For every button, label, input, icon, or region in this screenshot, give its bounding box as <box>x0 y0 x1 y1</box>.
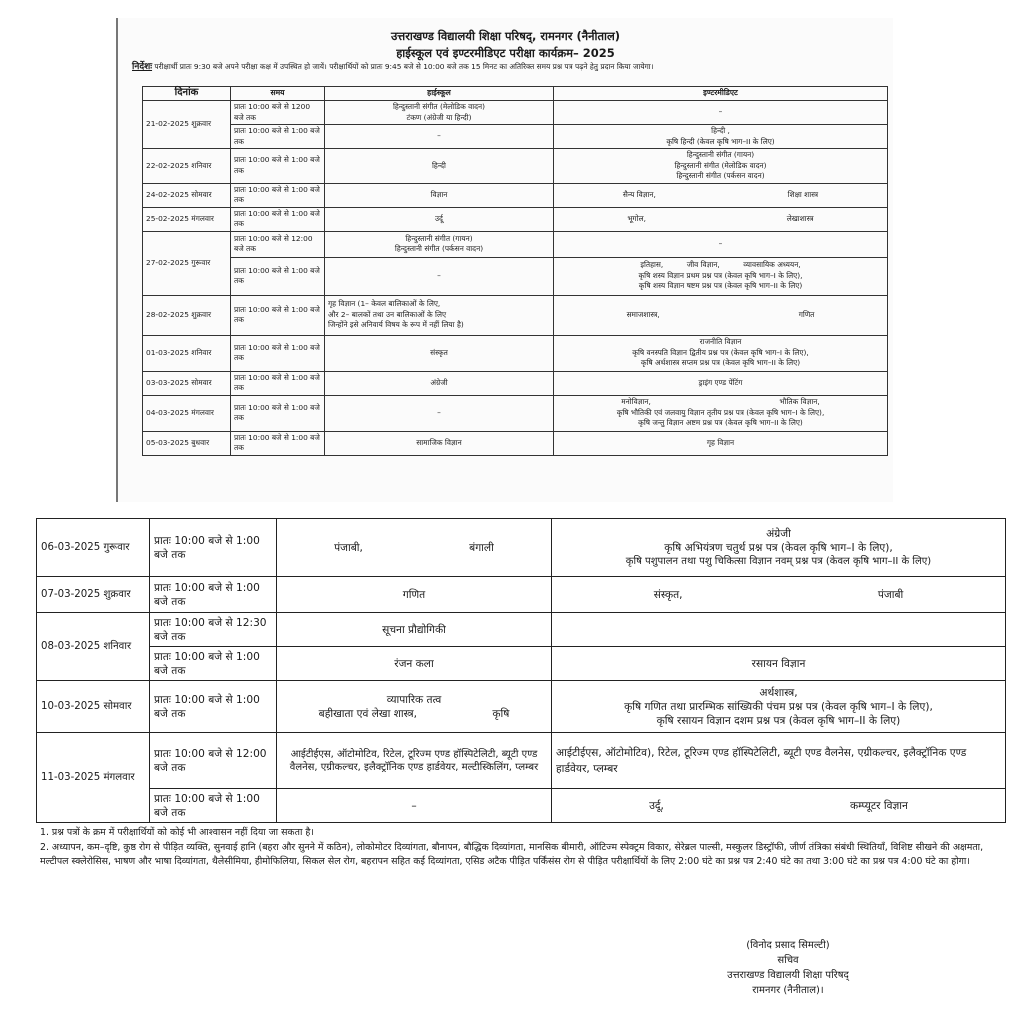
signatory-designation: सचिव <box>777 955 799 966</box>
exam-time: प्रातः 10:00 बजे से 1:00 बजे तक <box>231 371 325 395</box>
table-row <box>37 577 1006 613</box>
exam-time: प्रातः 10:00 बजे से 1:00 बजे तक <box>231 183 325 207</box>
exam-time: प्रातः 10:00 बजे से 1:00 बजे तक <box>231 149 325 184</box>
exam-time: प्रातः 10:00 बजे से 1:00 बजे तक <box>150 647 277 681</box>
exam-time: प्रातः 10:00 बजे से 1:00 बजे तक <box>150 577 277 613</box>
exam-schedule-title: हाईस्कूल एवं इण्टरमीडिएट परीक्षा कार्यक्रम– 2025 <box>396 46 615 60</box>
exam-time: प्रातः 10:00 बजे से 1200 बजे तक <box>231 101 325 125</box>
exam-date: 10-03-2025 सोमवार <box>37 681 150 733</box>
exam-date: 27-02-2025 गुरूवार <box>143 231 231 295</box>
table-header-row <box>143 87 888 101</box>
exam-time: प्रातः 10:00 बजे से 1:00 बजे तक <box>150 789 277 823</box>
intermediate-subjects: इतिहास, जीव विज्ञान, व्यावसायिक अध्ययन, कृषि शस्य विज्ञान प्रथम प्रश्न पत्र (केवल कृषि भाग–I के लिए), कृषि शस्य विज्ञान षष्टम प्रश्न पत्र (केवल कृषि भाग–II के लिए) <box>554 257 888 295</box>
table-row <box>143 395 888 431</box>
table-row <box>143 183 888 207</box>
highschool-subjects: – <box>277 789 552 823</box>
exam-time: प्रातः 10:00 बजे से 1:00 बजे तक <box>231 257 325 295</box>
intermediate-subjects: उर्दू, कम्प्यूटर विज्ञान <box>552 789 1006 823</box>
highschool-subjects: हिन्दुस्तानी संगीत (मेलोडिक वादन) टंकण (अंग्रेजी या हिन्दी) <box>325 101 554 125</box>
intermediate-subjects: भूगोल, लेखाशास्त्र <box>554 207 888 231</box>
highschool-subjects: आईटीईएस, ऑटोमोटिव, रिटेल, टूरिज्म एण्ड हॉस्पिटेलिटी, ब्यूटी एण्ड वैलनेस, एग्रीकल्चर, इलैक्ट्रॉनिक एण्ड हार्डवेयर, मल्टीस्किलिंग, प्लम्बर <box>277 733 552 789</box>
instruction-text: परीक्षार्थी प्रातः 9:30 बजे अपने परीक्षा कक्ष में उपस्थित हो जायें। परीक्षार्थियों को प्रातः 9:45 बजे से 10:00 बजे तक 15 मिनट का अतिरिक्त समय प्रश्न पत्र पढ़ने हेतु प्रदान किया जायेगा। <box>154 62 654 71</box>
highschool-subjects: उर्दू <box>325 207 554 231</box>
exam-date: 28-02-2025 शुक्रवार <box>143 295 231 335</box>
exam-date: 21-02-2025 शुक्रवार <box>143 101 231 149</box>
schedule-table-2 <box>36 518 1006 823</box>
exam-time: प्रातः 10:00 बजे से 1:00 बजे तक <box>231 295 325 335</box>
table-row <box>37 733 1006 789</box>
exam-date: 05-03-2025 बुधवार <box>143 431 231 455</box>
exam-time: प्रातः 10:00 बजे से 12:00 बजे तक <box>231 231 325 257</box>
highschool-subjects: अंग्रेजी <box>325 371 554 395</box>
exam-time: प्रातः 10:00 बजे से 1:00 बजे तक <box>150 519 277 577</box>
signature-block <box>678 938 898 998</box>
schedule-sheet-page-1 <box>116 18 893 502</box>
highschool-subjects: व्यापारिक तत्व बहीखाता एवं लेखा शास्त्र, कृषि <box>277 681 552 733</box>
footnotes <box>40 826 1000 870</box>
exam-date: 01-03-2025 शनिवार <box>143 335 231 371</box>
exam-date: 07-03-2025 शुक्रवार <box>37 577 150 613</box>
intermediate-subjects: आईटीईएस, ऑटोमोटिव), रिटेल, टूरिज्म एण्ड हॉस्पिटेलिटी, ब्यूटी एण्ड वैलनेस, एग्रीकल्चर, इलैक्ट्रॉनिक एण्ड हार्डवेयर, प्लम्बर <box>552 733 1006 789</box>
exam-time: प्रातः 10:00 बजे से 1:00 बजे तक <box>231 431 325 455</box>
highschool-subjects: गृह विज्ञान (1– केवल बालिकाओं के लिए, और 2– बालकों तथा उन बालिकाओं के लिए जिन्होंने इसे अनिवार्य विषय के रूप में नहीं लिया है) <box>325 295 554 335</box>
exam-time: प्रातः 10:00 बजे से 12:00 बजे तक <box>150 733 277 789</box>
highschool-subjects: पंजाबी, बंगाली <box>277 519 552 577</box>
table-row <box>143 295 888 335</box>
column-header-time: समय <box>231 87 325 101</box>
intermediate-subjects: ड्राइंग एण्ड पेंटिंग <box>554 371 888 395</box>
intermediate-subjects: समाजशास्त्र, गणित <box>554 295 888 335</box>
schedule-sheet-page-2 <box>36 518 1005 1008</box>
exam-time: प्रातः 10:00 बजे से 1:00 बजे तक <box>231 335 325 371</box>
highschool-subjects: विज्ञान <box>325 183 554 207</box>
exam-time: प्रातः 10:00 बजे से 12:30 बजे तक <box>150 613 277 647</box>
footnote-2: 2. अध्यापन, कम–दृष्टि, कुष्ठ रोग से पीड़ित व्यक्ति, सुनवाई हानि (बहरा और सुनने में कठिन), लोकोमोटर दिव्यांगता, बौनापन, बौद्धिक दिव्यांगता, मानसिक बीमारी, ऑटिज्म स्पेक्ट्रम विकार, सेरेब्रल पाल्सी, मस्कुलर डिस्ट्रॉफी, जीर्ण तंत्रिका संबंधी स्थितियाँ, विशिष्ट सीखने की अक्षमता, मल्टीपल स्क्लेरोसिस, भाषण और भाषा दिव्यांगता, थैलेसीमिया, हीमोफिलिया, सिकल सेल रोग, बहरापन सहित कई दिव्यांगता, एसिड अटैक पीड़ित पर्किंसंस रोग से पीड़ित परीक्षार्थियों के लिए 2:00 घंटे का प्रश्न पत्र 2:40 घंटे का तथा 3:00 घंटे का प्रश्न पत्र 4:00 घंटे का होगा। <box>40 841 984 867</box>
table-row <box>143 371 888 395</box>
instruction-note <box>118 61 893 73</box>
table-row <box>143 257 888 295</box>
table-row <box>143 125 888 149</box>
highschool-subjects: – <box>325 395 554 431</box>
intermediate-subjects: हिन्दी , कृषि हिन्दी (केवल कृषि भाग–II के लिए) <box>554 125 888 149</box>
table-row <box>37 789 1006 823</box>
table-row <box>143 231 888 257</box>
highschool-subjects: रंजन कला <box>277 647 552 681</box>
column-header-highschool: हाईस्कूल <box>325 87 554 101</box>
intermediate-subjects: – <box>554 101 888 125</box>
instruction-label: निर्देशः <box>132 62 153 72</box>
schedule-table-1 <box>142 86 888 456</box>
table-row <box>37 647 1006 681</box>
exam-time: प्रातः 10:00 बजे से 1:00 बजे तक <box>231 125 325 149</box>
intermediate-subjects: अर्थशास्त्र, कृषि गणित तथा प्रारम्भिक सांख्यिकी पंचम प्रश्न पत्र (केवल कृषि भाग–I के लिए), कृषि रसायन विज्ञान दशम प्रश्न पत्र (केवल कृषि भाग–II के लिए) <box>552 681 1006 733</box>
intermediate-subjects <box>552 613 1006 647</box>
intermediate-subjects: मनोविज्ञान, भौतिक विज्ञान, कृषि भौतिकी एवं जलवायु विज्ञान तृतीय प्रश्न पत्र (केवल कृषि भाग–I के लिए), कृषि जन्तु विज्ञान अष्टम प्रश्न पत्र (केवल कृषि भाग–II के लिए) <box>554 395 888 431</box>
table-row <box>143 149 888 184</box>
highschool-subjects: हिन्दी <box>325 149 554 184</box>
intermediate-subjects: गृह विज्ञान <box>554 431 888 455</box>
exam-date: 08-03-2025 शनिवार <box>37 613 150 681</box>
exam-time: प्रातः 10:00 बजे से 1:00 बजे तक <box>231 395 325 431</box>
table-row <box>37 613 1006 647</box>
exam-date: 06-03-2025 गुरूवार <box>37 519 150 577</box>
footnote-1: 1. प्रश्न पत्रों के क्रम में परीक्षार्थियों को कोई भी आश्वासन नहीं दिया जा सकता है। <box>40 827 314 838</box>
intermediate-subjects: अंग्रेजी कृषि अभियंत्रण चतुर्थ प्रश्न पत्र (केवल कृषि भाग–I के लिए), कृषि पशुपालन तथा पशु चिकित्सा विज्ञान नवम् प्रश्न पत्र (केवल कृषि भाग–II के लिए) <box>552 519 1006 577</box>
intermediate-subjects: संस्कृत, पंजाबी <box>552 577 1006 613</box>
highschool-subjects: गणित <box>277 577 552 613</box>
table-row <box>143 101 888 125</box>
intermediate-subjects: – <box>554 231 888 257</box>
table-row <box>143 207 888 231</box>
table-row <box>37 519 1006 577</box>
highschool-subjects: – <box>325 125 554 149</box>
signatory-organisation: उत्तराखण्ड विद्यालयी शिक्षा परिषद् <box>727 970 849 981</box>
signatory-name: (विनोद प्रसाद सिमल्टी) <box>746 940 830 951</box>
exam-time: प्रातः 10:00 बजे से 1:00 बजे तक <box>231 207 325 231</box>
column-header-date: दिनांक <box>143 87 231 101</box>
intermediate-subjects: राजनीति विज्ञान कृषि वनस्पति विज्ञान द्वितीय प्रश्न पत्र (केवल कृषि भाग–I के लिए), कृषि अर्थशास्त्र सप्तम प्रश्न पत्र (केवल कृषि भाग–II के लिए) <box>554 335 888 371</box>
intermediate-subjects: हिन्दुस्तानी संगीत (गायन) हिन्दुस्तानी संगीत (मेलोडिक वादन) हिन्दुस्तानी संगीत (पर्कसन वादन) <box>554 149 888 184</box>
table-row <box>37 681 1006 733</box>
highschool-subjects: संस्कृत <box>325 335 554 371</box>
board-title: उत्तराखण्ड विद्यालयी शिक्षा परिषद्, रामनगर (नैनीताल) <box>390 29 621 43</box>
highschool-subjects: सामाजिक विज्ञान <box>325 431 554 455</box>
column-header-intermediate: इण्टरमीडिएट <box>554 87 888 101</box>
signatory-location: रामनगर (नैनीताल)। <box>752 985 824 996</box>
exam-date: 11-03-2025 मंगलवार <box>37 733 150 823</box>
table-row <box>143 431 888 455</box>
exam-date: 03-03-2025 सोमवार <box>143 371 231 395</box>
highschool-subjects: – <box>325 257 554 295</box>
exam-date: 24-02-2025 सोमवार <box>143 183 231 207</box>
exam-date: 25-02-2025 मंगलवार <box>143 207 231 231</box>
table-row <box>143 335 888 371</box>
intermediate-subjects: रसायन विज्ञान <box>552 647 1006 681</box>
exam-time: प्रातः 10:00 बजे से 1:00 बजे तक <box>150 681 277 733</box>
exam-date: 22-02-2025 शनिवार <box>143 149 231 184</box>
highschool-subjects: हिन्दुस्तानी संगीत (गायन) हिन्दुस्तानी संगीत (पर्कसन वादन) <box>325 231 554 257</box>
intermediate-subjects: सैन्य विज्ञान, शिक्षा शास्त्र <box>554 183 888 207</box>
highschool-subjects: सूचना प्रौद्योगिकी <box>277 613 552 647</box>
exam-date: 04-03-2025 मंगलवार <box>143 395 231 431</box>
